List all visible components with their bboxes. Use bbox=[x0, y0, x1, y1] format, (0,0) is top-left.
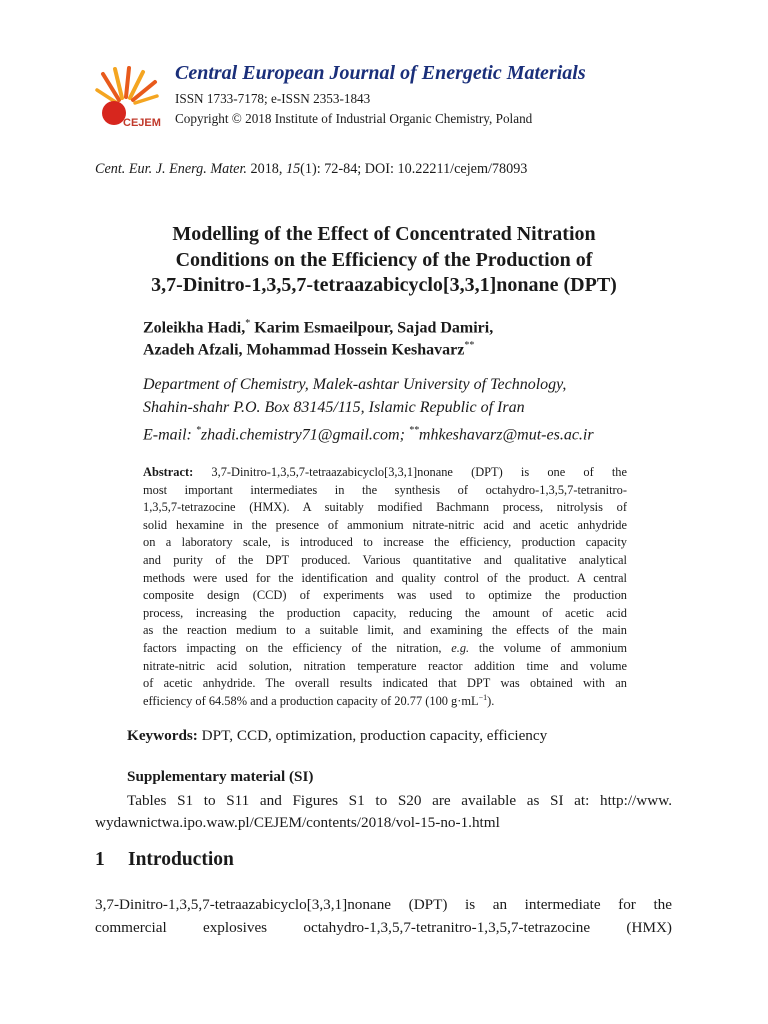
abstract-line: efficiency of 64.58% and a production capacity of 20.77 (100 $g\cdot mL^{-1}$). bbox=[143, 692, 495, 708]
intro-line: commercial explosives octahydro-1,3,5,7-tetranitro-1,3,5,7-tetrazocine (HMX) bbox=[95, 919, 672, 936]
abstract-line: composite design (CCD) of experiments was used to optimize the production bbox=[143, 588, 627, 603]
email-2[interactable]: mhkeshavarz@mut-es.ac.ir bbox=[418, 426, 594, 444]
affiliation-line-2: Shahin-shahr P.O. Box 83145/115, Islamic Republic of Iran bbox=[143, 399, 525, 416]
abstract-line: nitrate-nitric acid solution, nitration temperature reactor addition time and volume bbox=[143, 658, 627, 673]
authors-line-2 bbox=[143, 340, 474, 359]
copyright: Copyright © 2018 Institute of Industrial Organic Chemistry, Poland bbox=[175, 111, 533, 126]
section-title: Introduction bbox=[128, 849, 234, 870]
journal-title: Central European Journal of Energetic Materials bbox=[175, 62, 586, 84]
logo-text: CEJEM bbox=[123, 117, 161, 129]
author-names: Azadeh Afzali, Mohammad Hossein Keshavarz bbox=[143, 341, 465, 359]
intro-line: 3,7-Dinitro-1,3,5,7-tetraazabicyclo[3,3,1]nonane (DPT) is an intermediate for the bbox=[95, 896, 672, 913]
keywords bbox=[127, 727, 547, 745]
author-mark: * bbox=[245, 318, 251, 329]
abstract-line: on a laboratory scale, is introduced to increase the efficiency, production capacity bbox=[143, 535, 627, 550]
authors-line-1 bbox=[143, 318, 493, 337]
citation-issue: (1): 72-84; bbox=[300, 161, 362, 177]
author-name: Zoleikha Hadi, bbox=[143, 319, 246, 337]
supplementary-link[interactable]: wydawnictwa.ipo.waw.pl/CEJEM/contents/2018/vol-15-no-1.html bbox=[95, 814, 500, 831]
abstract-line: and purity of the DPT produced. Various quantitative and qualitative analytical bbox=[143, 552, 627, 567]
citation-journal: Cent. Eur. J. Energ. Mater. bbox=[95, 161, 247, 177]
supplementary-line: Tables S1 to S11 and Figures S1 to S20 are available as SI at: http://www. bbox=[127, 792, 672, 809]
affiliation-email bbox=[143, 419, 594, 446]
citation-volume: 15 bbox=[285, 161, 301, 177]
abstract-line: 1,3,5,7-tetrazocine (HMX). A suitably modified Bachmann process, nitrolysis of bbox=[143, 500, 627, 515]
cejem-logo bbox=[93, 66, 161, 130]
supplementary-heading: Supplementary material (SI) bbox=[127, 768, 314, 785]
section-heading bbox=[95, 849, 234, 871]
email-mark: * bbox=[195, 425, 201, 436]
supplementary-text bbox=[95, 790, 672, 834]
abstract-line: most important intermediates in the synthesis of octahydro-1,3,5,7-tetranitro- bbox=[143, 482, 627, 497]
title-line: Conditions on the Efficiency of the Production of bbox=[175, 248, 593, 271]
abstract-line: of acetic anhydride. The overall results indicated that DPT was obtained with an bbox=[143, 676, 627, 691]
email-prefix: E-mail: bbox=[143, 426, 196, 444]
abstract-line: factors impacting on the efficiency of the nitration, e.g. the volume of ammonium bbox=[143, 640, 627, 655]
email-mark: ** bbox=[408, 425, 419, 436]
section-number: 1 bbox=[95, 849, 105, 870]
abstract-line: as the reaction medium to a suitable limit, and examining the effects of the main bbox=[143, 623, 627, 638]
abstract-line: methods were used for the identification and quality control of the product. A central bbox=[143, 570, 627, 585]
title-line: 3,7-Dinitro-1,3,5,7-tetraazabicyclo[3,3,1]nonane (DPT) bbox=[151, 274, 617, 296]
logo-rays bbox=[97, 68, 157, 103]
citation-doi: DOI: 10.22211/cejem/78093 bbox=[364, 161, 528, 177]
abstract-line: process, increasing the production capacity, reducing the amount of acetic acid bbox=[143, 605, 627, 620]
abstract-line: Abstract: 3,7-Dinitro-1,3,5,7-tetraazabicyclo[3,3,1]nonane (DPT) is one of the bbox=[143, 465, 627, 479]
keywords-text: DPT, CCD, optimization, production capacity, efficiency bbox=[197, 727, 548, 744]
title-line: Modelling of the Effect of Concentrated Nitration bbox=[172, 223, 596, 245]
citation bbox=[95, 161, 527, 178]
author-names: Karim Esmaeilpour, Sajad Damiri, bbox=[250, 319, 494, 337]
keywords-label: Keywords: bbox=[127, 727, 198, 744]
paper-title bbox=[100, 222, 668, 299]
citation-year: 2018, bbox=[250, 161, 283, 177]
affiliation-line-1: Department of Chemistry, Malek-ashtar University of Technology, bbox=[143, 376, 567, 393]
abstract-label: Abstract: bbox=[143, 465, 194, 479]
author-mark: ** bbox=[464, 340, 475, 351]
intro-paragraph bbox=[95, 893, 672, 939]
issn: ISSN 1733-7178; e-ISSN 2353-1843 bbox=[175, 91, 371, 106]
email-1[interactable]: zhadi.chemistry71@gmail.com; bbox=[200, 426, 409, 444]
abstract bbox=[143, 464, 627, 710]
abstract-line: solid hexamine in the presence of ammonium nitrate-nitric acid and acetic anhydride bbox=[143, 517, 627, 532]
